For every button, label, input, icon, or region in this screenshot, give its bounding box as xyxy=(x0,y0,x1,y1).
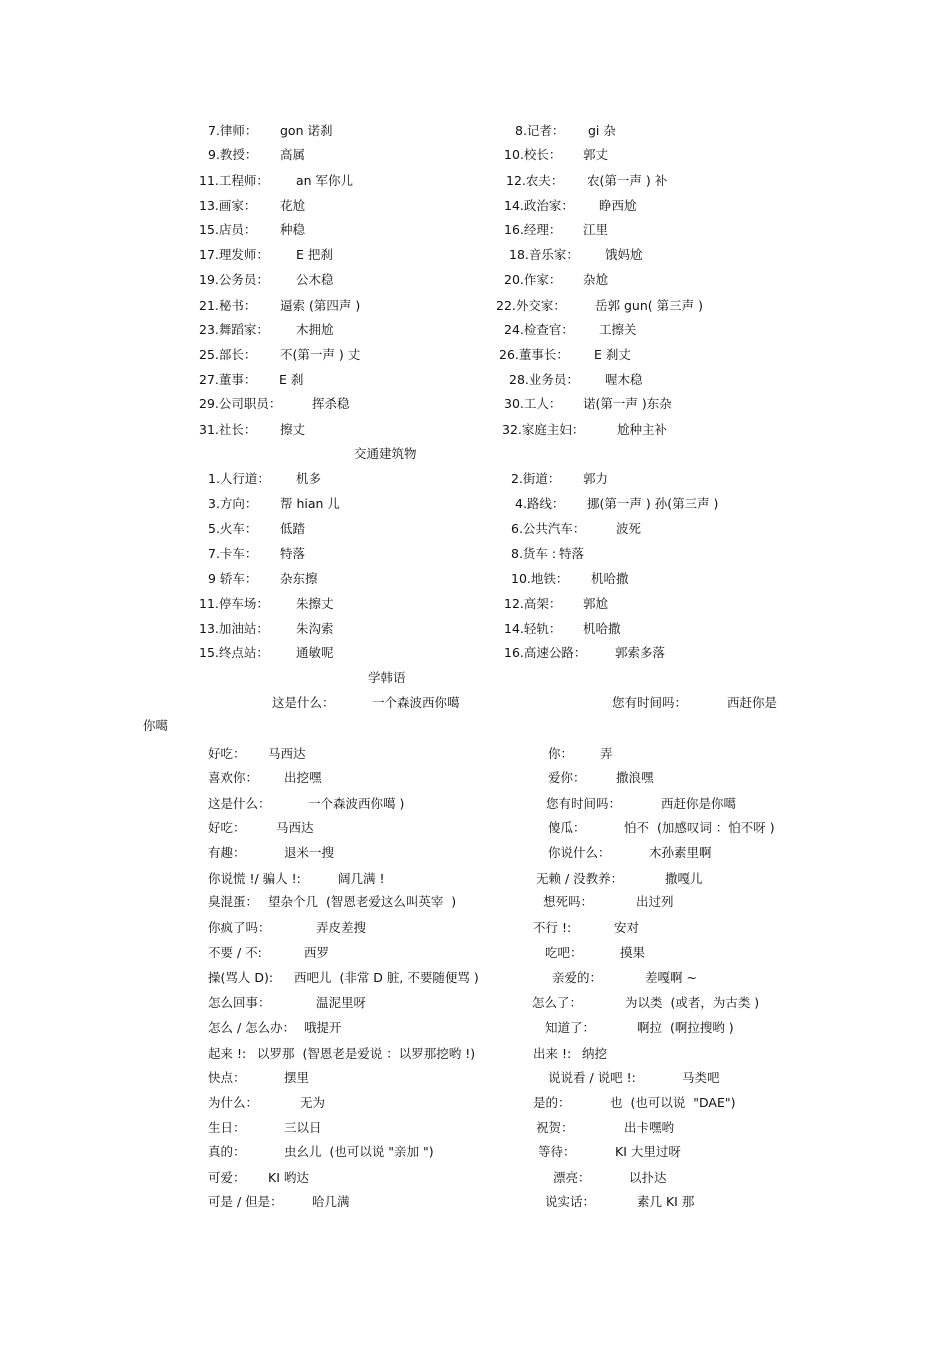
right-value: 波死 xyxy=(616,521,642,536)
right-label: 8.货车 : xyxy=(511,546,557,561)
left-value: 出挖嘿 xyxy=(284,770,322,785)
left-label: 起来 !: xyxy=(208,1046,247,1061)
left-label: 可爱： xyxy=(208,1170,246,1185)
right-label: 您有时间吗： xyxy=(546,796,622,811)
right-value: 郭丈 xyxy=(583,147,609,162)
left-label: 好吃： xyxy=(208,746,246,761)
right-label: 24.检查官： xyxy=(504,322,574,337)
left-label: 9 轿车： xyxy=(208,571,258,586)
left-value: 阔几满 ! xyxy=(338,871,385,886)
phrase-row xyxy=(0,744,950,764)
right-label: 18.音乐家： xyxy=(509,247,579,262)
right-label: 10.校长： xyxy=(504,147,562,162)
left-value: 望杂个几 (智恩老爱这么叫英宰 ) xyxy=(268,894,457,909)
left-value: 温泥里呀 xyxy=(316,995,367,1010)
right-label: 爱你： xyxy=(548,770,586,785)
right-value: 啊拉 (啊拉搜哟 ) xyxy=(637,1020,734,1035)
phrase-row xyxy=(0,869,950,889)
right-value: 差嘎啊 ~ xyxy=(645,970,697,985)
right-label: 10.地铁： xyxy=(511,571,569,586)
right-label: 14.轻轨： xyxy=(504,621,562,636)
right-value: 出过列 xyxy=(636,894,674,909)
right-value: 马类吧 xyxy=(682,1070,720,1085)
left-label: 为什么： xyxy=(208,1095,259,1110)
phrase-row xyxy=(0,1093,950,1113)
intro-row xyxy=(0,693,950,713)
left-label: 31.社长： xyxy=(199,422,257,437)
right-value: 杂尬 xyxy=(583,272,609,287)
transport-row xyxy=(0,643,950,663)
right-label: 16.经理： xyxy=(504,222,562,237)
right-value: 纳挖 xyxy=(582,1046,608,1061)
right-value: 机哈撒 xyxy=(583,621,621,636)
phrase-row xyxy=(0,843,950,863)
left-value: 三以日 xyxy=(284,1120,322,1135)
right-value: 挪(第一声 ) 孙(第三声 ) xyxy=(587,496,719,511)
left-label: 有趣： xyxy=(208,845,246,860)
left-value: 摆里 xyxy=(284,1070,310,1085)
left-value: 以罗那 (智恩老是爱说 ：以罗那挖哟 !) xyxy=(257,1046,476,1061)
occupation-row xyxy=(0,270,950,290)
right-label: 无赖 / 没教养： xyxy=(536,871,624,886)
left-label: 这是什么： xyxy=(208,796,271,811)
left-label: 操(骂人 D): xyxy=(208,970,274,985)
phrase-row xyxy=(0,1168,950,1188)
right-value: 睁西尬 xyxy=(599,198,637,213)
left-value: 一个森波西你噶 ) xyxy=(308,796,405,811)
left-label: 9.教授： xyxy=(208,147,258,162)
section-heading-korean: 学韩语 xyxy=(368,670,406,685)
phrase-row xyxy=(0,1142,950,1162)
transport-row xyxy=(0,519,950,539)
left-label: 15.终点站： xyxy=(199,645,269,660)
right-value: 撒嘎儿 xyxy=(665,871,703,886)
right-value: 怕不 (加感叹词 ：怕不呀 ) xyxy=(624,820,775,835)
occupation-row xyxy=(0,171,950,191)
occupation-row xyxy=(0,220,950,240)
right-label: 吃吧： xyxy=(545,945,583,960)
left-label: 25.部长： xyxy=(199,347,257,362)
occupation-row xyxy=(0,394,950,414)
left-value: 不(第一声 ) 丈 xyxy=(280,347,361,362)
left-label: 你说慌 !/ 骗人 !: xyxy=(208,871,301,886)
left-label: 生日： xyxy=(208,1120,246,1135)
right-value: 出卡嘿哟 xyxy=(624,1120,675,1135)
right-value: 郭尬 xyxy=(583,596,609,611)
section-heading-transport: 交通建筑物 xyxy=(354,446,417,461)
right-label: 说说看 / 说吧 !: xyxy=(548,1070,636,1085)
left-label: 7.卡车： xyxy=(208,546,258,561)
left-label: 5.火车： xyxy=(208,521,258,536)
right-value: 西赶你是你噶 xyxy=(661,796,737,811)
right-value: 素几 KI 那 xyxy=(637,1194,695,1209)
right-label: 28.业务员： xyxy=(509,372,579,387)
right-label: 22.外交家： xyxy=(496,298,566,313)
right-label: 16.高速公路： xyxy=(504,645,587,660)
left-value: 朱沟索 xyxy=(296,621,334,636)
phrase-row xyxy=(0,1068,950,1088)
right-value: 也 (也可以说 "DAE") xyxy=(610,1095,736,1110)
phrase-row xyxy=(0,918,950,938)
left-value: 逼索 (第四声 ) xyxy=(280,298,361,313)
right-label: 2.街道： xyxy=(511,471,561,486)
occupation-row xyxy=(0,345,950,365)
left-value: gon 诺刹 xyxy=(280,123,333,138)
left-value: 弄皮差搜 xyxy=(316,920,367,935)
left-value: 帮 hian 儿 xyxy=(280,496,340,511)
occupation-row xyxy=(0,320,950,340)
left-value: 杂东擦 xyxy=(280,571,318,586)
left-value: 西吧儿 (非常 D 脏, 不要随便骂 ) xyxy=(294,970,479,985)
right-value: 工擦关 xyxy=(599,322,637,337)
left-label: 17.理发师： xyxy=(199,247,269,262)
transport-row xyxy=(0,594,950,614)
occupation-row xyxy=(0,196,950,216)
right-label: 8.记者： xyxy=(515,123,565,138)
right-value: 江里 xyxy=(583,222,609,237)
right-label: 4.路线： xyxy=(515,496,565,511)
left-label: 29.公司职员： xyxy=(199,396,282,411)
left-value: 无为 xyxy=(300,1095,326,1110)
left-value: 马西达 xyxy=(268,746,306,761)
right-value: 撒浪嘿 xyxy=(616,770,654,785)
left-value: 机多 xyxy=(296,471,322,486)
left-label: 真的： xyxy=(208,1144,246,1159)
right-label: 12.农夫： xyxy=(506,173,564,188)
left-label: 喜欢你： xyxy=(208,770,259,785)
intro-wrap-text: 你噶 xyxy=(143,718,169,733)
right-value: 摸果 xyxy=(620,945,646,960)
transport-row xyxy=(0,469,950,489)
left-value: 低踏 xyxy=(280,521,306,536)
transport-row xyxy=(0,569,950,589)
phrase-row xyxy=(0,794,950,814)
right-label: 不行 !: xyxy=(533,920,572,935)
right-value: 木孙素里啊 xyxy=(649,845,712,860)
left-label: 可是 / 但是： xyxy=(208,1194,283,1209)
right-label: 是的： xyxy=(533,1095,571,1110)
right-label: 12.高架： xyxy=(504,596,562,611)
left-value: 西罗 xyxy=(304,945,330,960)
left-value: an 军你儿 xyxy=(296,173,354,188)
right-value: gi 杂 xyxy=(588,123,616,138)
left-label: 怎么 / 怎么办： xyxy=(208,1020,296,1035)
phrase-row xyxy=(0,1018,950,1038)
phrase-row xyxy=(0,993,950,1013)
intro-wrap-row xyxy=(0,716,950,736)
intro-right-value: 西赶你是 xyxy=(727,695,778,710)
left-label: 怎么回事： xyxy=(208,995,271,1010)
left-value: 花尬 xyxy=(280,198,306,213)
phrase-row xyxy=(0,768,950,788)
left-label: 1.人行道： xyxy=(208,471,270,486)
phrase-row xyxy=(0,943,950,963)
right-value: E 刹丈 xyxy=(594,347,631,362)
right-value: KI 大里过呀 xyxy=(615,1144,681,1159)
right-label: 等待： xyxy=(538,1144,576,1159)
occupation-row xyxy=(0,121,950,141)
left-label: 快点： xyxy=(208,1070,246,1085)
left-value: 擦丈 xyxy=(280,422,306,437)
right-label: 知道了： xyxy=(545,1020,596,1035)
right-label: 6.公共汽车： xyxy=(511,521,586,536)
occupation-row xyxy=(0,145,950,165)
right-label: 你说什么： xyxy=(548,845,611,860)
left-value: KI 哟达 xyxy=(268,1170,309,1185)
right-label: 26.董事长： xyxy=(499,347,569,362)
right-label: 你： xyxy=(548,746,574,761)
left-label: 13.画家： xyxy=(199,198,257,213)
right-value: 郭索多落 xyxy=(615,645,666,660)
right-value: 诺(第一声 )东杂 xyxy=(583,396,672,411)
right-value: 尬种主补 xyxy=(617,422,668,437)
intro-right-label: 您有时间吗： xyxy=(612,695,688,710)
occupation-row xyxy=(0,296,950,316)
transport-row xyxy=(0,494,950,514)
right-label: 漂亮： xyxy=(553,1170,591,1185)
left-value: 公木稳 xyxy=(296,272,334,287)
left-label: 你疯了吗： xyxy=(208,920,271,935)
transport-row xyxy=(0,619,950,639)
left-value: 哦提开 xyxy=(304,1020,342,1035)
occupation-row xyxy=(0,370,950,390)
phrase-row xyxy=(0,968,950,988)
right-value: 弄 xyxy=(600,746,613,761)
left-value: 通敏呢 xyxy=(296,645,334,660)
right-label: 亲爱的： xyxy=(552,970,603,985)
phrase-row xyxy=(0,1118,950,1138)
left-value: 退米一搜 xyxy=(284,845,335,860)
right-value: 郭力 xyxy=(583,471,609,486)
right-label: 32.家庭主妇： xyxy=(502,422,585,437)
phrase-row xyxy=(0,818,950,838)
left-label: 23.舞蹈家： xyxy=(199,322,269,337)
left-label: 15.店员： xyxy=(199,222,257,237)
left-value: 高属 xyxy=(280,147,306,162)
right-value: 喔木稳 xyxy=(605,372,643,387)
left-label: 11.停车场： xyxy=(199,596,269,611)
left-label: 7.律师： xyxy=(208,123,258,138)
left-value: E 刹 xyxy=(279,372,304,387)
intro-left-label: 这是什么： xyxy=(272,695,335,710)
right-value: 安对 xyxy=(614,920,640,935)
right-label: 14.政治家： xyxy=(504,198,574,213)
right-value: 岳郭 gun( 第三声 ) xyxy=(595,298,703,313)
right-label: 祝贺： xyxy=(536,1120,574,1135)
right-label: 怎么了： xyxy=(532,995,583,1010)
left-label: 11.工程师： xyxy=(199,173,269,188)
right-value: 机哈撒 xyxy=(591,571,629,586)
right-label: 傻瓜： xyxy=(548,820,586,835)
right-label: 20.作家： xyxy=(504,272,562,287)
left-value: 虫幺儿 (也可以说 "亲加 ") xyxy=(284,1144,434,1159)
intro-left-value: 一个森波西你噶 xyxy=(372,695,460,710)
right-label: 说实话： xyxy=(545,1194,596,1209)
left-value: 朱擦丈 xyxy=(296,596,334,611)
left-value: 马西达 xyxy=(276,820,314,835)
left-label: 13.加油站： xyxy=(199,621,269,636)
left-label: 21.秘书： xyxy=(199,298,257,313)
right-label: 30.工人： xyxy=(504,396,562,411)
left-label: 19.公务员： xyxy=(199,272,269,287)
left-label: 27.董事： xyxy=(199,372,257,387)
left-label: 3.方向： xyxy=(208,496,258,511)
left-value: 哈几满 xyxy=(312,1194,350,1209)
left-label: 好吃： xyxy=(208,820,246,835)
right-label: 出来 !: xyxy=(533,1046,572,1061)
left-label: 臭混蛋： xyxy=(208,894,259,909)
phrase-row xyxy=(0,1044,950,1064)
right-value: 以扑达 xyxy=(629,1170,667,1185)
right-label: 想死吗： xyxy=(543,894,594,909)
left-value: E 把刹 xyxy=(296,247,333,262)
right-value: 饿妈尬 xyxy=(605,247,643,262)
left-label: 不要 / 不: xyxy=(208,945,262,960)
left-value: 挥杀稳 xyxy=(312,396,350,411)
left-value: 特落 xyxy=(280,546,306,561)
transport-row xyxy=(0,544,950,564)
occupation-row xyxy=(0,420,950,440)
left-value: 种稳 xyxy=(280,222,306,237)
phrase-row xyxy=(0,1192,950,1212)
right-value: 为以类 (或者，为古类 ) xyxy=(625,995,760,1010)
right-value: 农(第一声 ) 补 xyxy=(587,173,668,188)
right-value: 特落 xyxy=(559,546,585,561)
occupation-row xyxy=(0,245,950,265)
left-value: 木拥尬 xyxy=(296,322,334,337)
phrase-row xyxy=(0,892,950,912)
